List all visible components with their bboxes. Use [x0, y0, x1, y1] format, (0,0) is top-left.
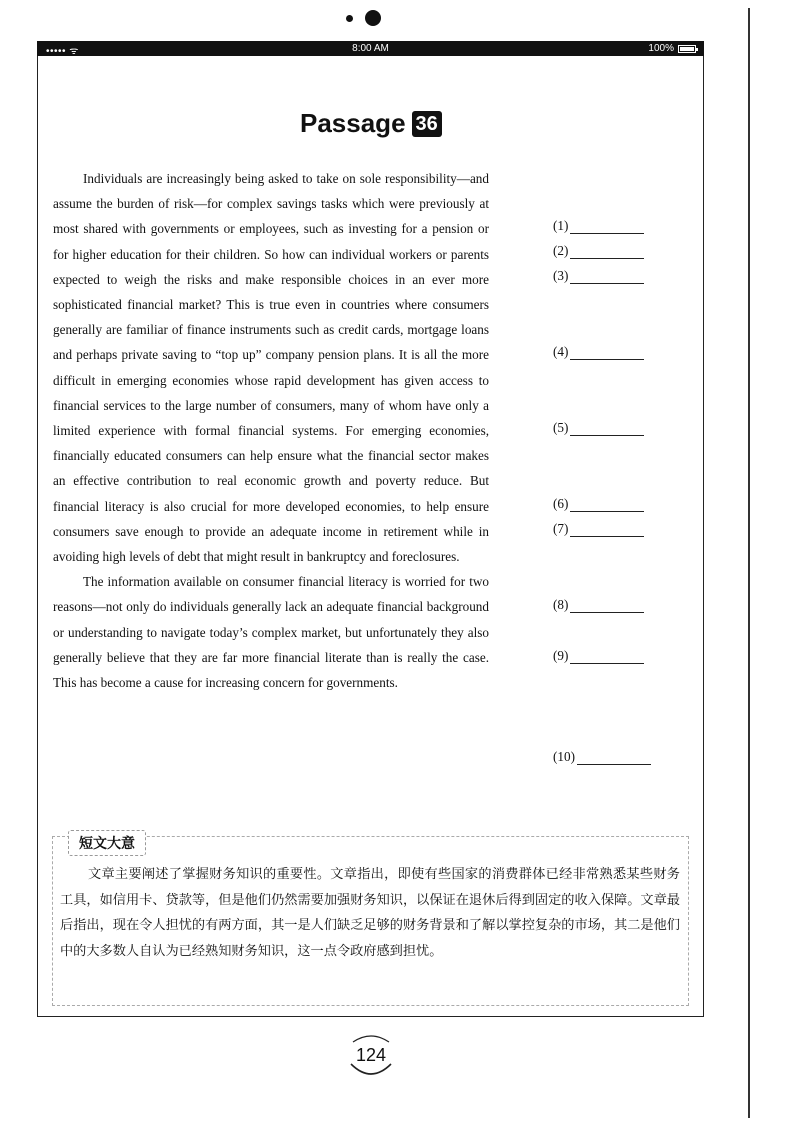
answer-line: [570, 422, 644, 436]
passage-number-badge: 36: [412, 111, 442, 137]
answer-blank-8[interactable]: [553, 597, 644, 613]
summary-paragraph: 文章主要阐述了掌握财务知识的重要性。文章指出，即使有些国家的消费群体已经非常熟悉某些财务工具，如信用卡、贷款等，但是他们仍然需要加强财务知识，以保证在退休后得到固定的收入保障。文章最后指出，现在令人担忧的有两方面，其一是人们缺乏足够的财务背景和了解以掌控复杂的市场，其二是他们中的大多数人自认为已经熟知财务知识，这一点令政府感到担忧。: [60, 867, 680, 959]
answer-line: [570, 523, 644, 537]
passage-paragraph-2: The information available on consumer financial literacy is worried for two reasons—not only do individuals generally lack an adequate financial background or understanding to navigate today’s complex market, but unfortunately they also generally believe that they are far more financial literate than is really the case. This has become a cause for increasing concern for governments.: [53, 574, 489, 691]
answer-blank-10[interactable]: [553, 749, 651, 765]
blank-label: (2): [553, 243, 569, 258]
blank-label: (6): [553, 496, 569, 511]
answer-line: [570, 498, 644, 512]
blank-label: (5): [553, 420, 569, 435]
summary-text: [60, 862, 680, 964]
battery-indicator: [648, 43, 696, 54]
camera-sensor-icon: [346, 15, 353, 22]
battery-percent: 100%: [648, 43, 674, 54]
device-camera: [346, 10, 386, 28]
answer-line: [570, 346, 644, 360]
blank-label: (3): [553, 268, 569, 283]
answer-blank-5[interactable]: [553, 420, 644, 436]
status-bar: [37, 41, 704, 56]
passage-paragraph-1: Individuals are increasingly being asked to take on sole responsibility—and assume the burden of risk—for complex savings tasks which were previously at most shared with governments or employees, such as investing for a pension or for higher education for their children. So how can individual workers or parents expected to weigh the risks and make responsible choices in an ever more sophisticated financial market? This is true even in countries where consumers generally are familiar of finance instruments such as credit cards, mortgage loans and perhaps private saving to “top up” company pension plans. It is all the more difficult in emerging economies whose rapid development has given access to financial services to the large number of consumers, many of whom have only a limited experience with formal financial systems. For emerging economies, financially educated consumers can help ensure what the financial sector makes an effective contribution to real economic growth and poverty reduce. But financial literacy is also crucial for more developed economies, to help ensure consumers save enough to provide an adequate income in retirement while in avoiding high levels of debt that might result in bankruptcy and foreclosures.: [53, 171, 489, 565]
answer-blank-3[interactable]: [553, 268, 644, 284]
blank-label: (7): [553, 521, 569, 536]
answer-blank-1[interactable]: [553, 218, 644, 234]
blank-label: (1): [553, 218, 569, 233]
blank-label: (9): [553, 648, 569, 663]
summary-label: 短文大意: [68, 830, 146, 856]
signal-strength: ••••• ᯤ: [46, 46, 79, 57]
answer-line: [570, 599, 644, 613]
answer-blank-4[interactable]: [553, 344, 644, 360]
blank-label: (4): [553, 344, 569, 359]
answer-line: [570, 650, 644, 664]
answer-line: [570, 270, 644, 284]
answer-line: [570, 245, 644, 259]
battery-icon: [678, 45, 696, 53]
blank-label: (10): [553, 749, 575, 764]
camera-lens-icon: [365, 10, 381, 26]
answer-line: [577, 751, 651, 765]
page-edge-rule: [748, 8, 750, 1118]
answer-blank-9[interactable]: [553, 648, 644, 664]
answer-line: [570, 220, 644, 234]
blank-label: (8): [553, 597, 569, 612]
status-time: 8:00 AM: [352, 43, 389, 54]
page-number-text: 124: [355, 1045, 387, 1065]
passage-body: [53, 166, 489, 695]
answer-blank-6[interactable]: [553, 496, 644, 512]
page-title: Passage: [300, 108, 406, 138]
answer-blank-2[interactable]: [553, 243, 644, 259]
page-number: [343, 1028, 399, 1084]
answer-blank-7[interactable]: [553, 521, 644, 537]
passage-heading: [300, 108, 442, 139]
